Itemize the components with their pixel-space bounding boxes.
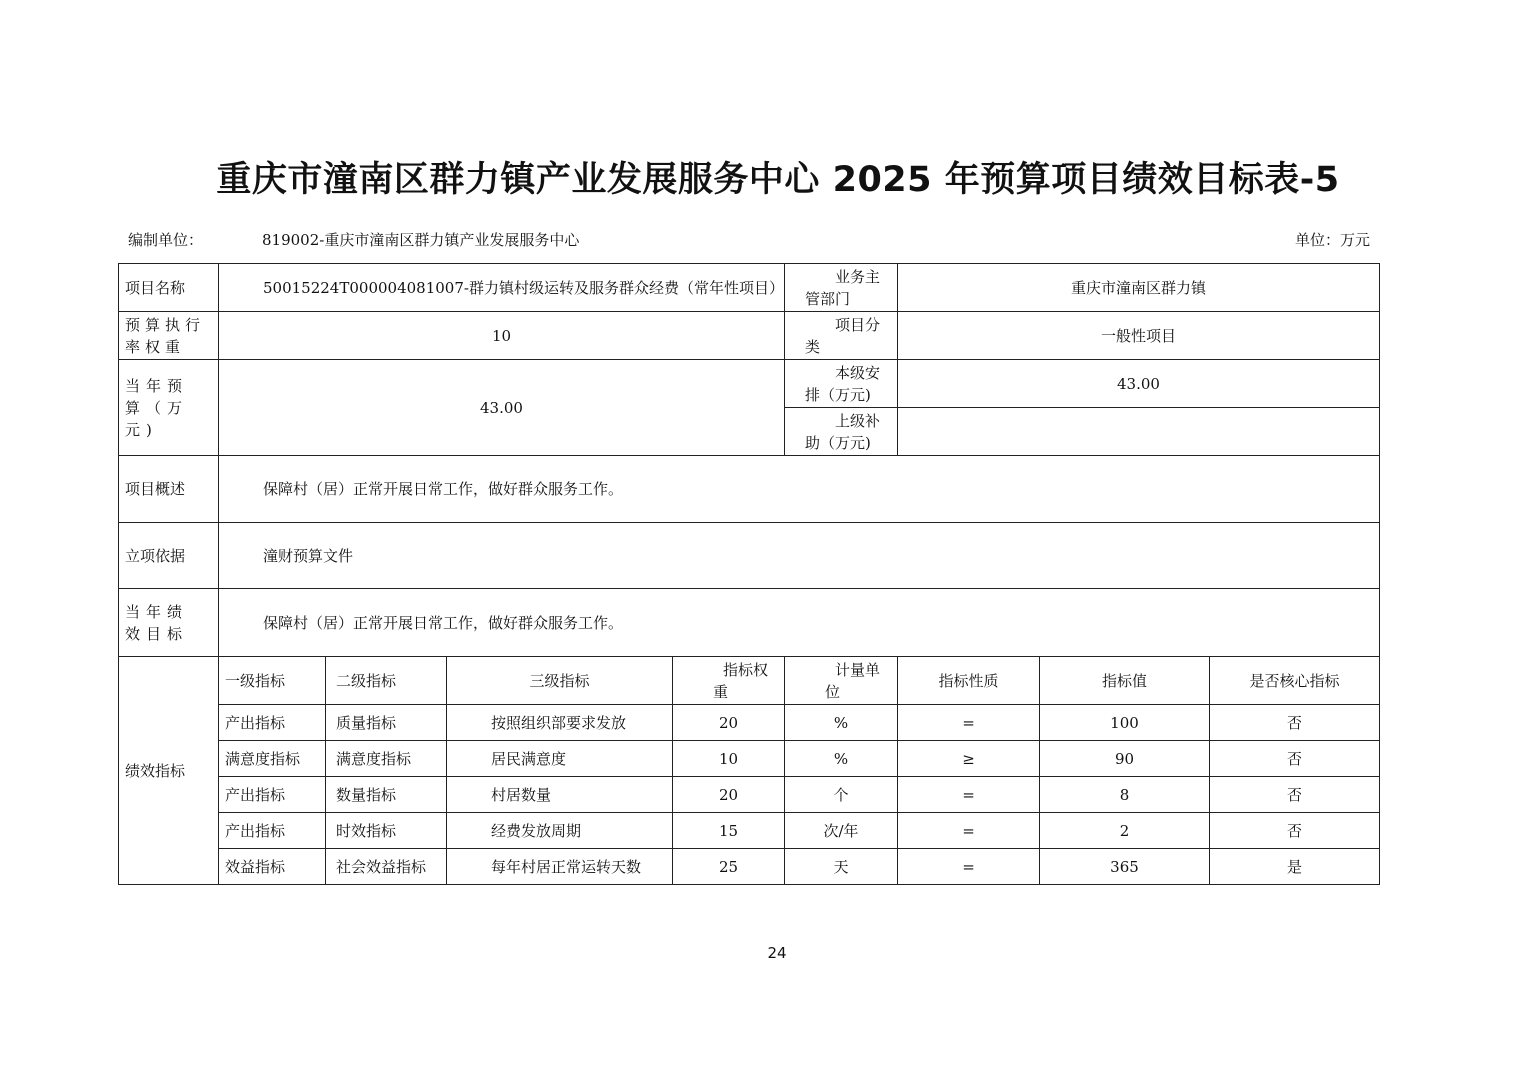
core-cell: 否 bbox=[1210, 705, 1380, 741]
local-label: 本级安排（万元) bbox=[805, 363, 881, 404]
level1-cell: 满意度指标 bbox=[219, 741, 326, 777]
header-cell: 二级指标 bbox=[326, 657, 447, 705]
level1-cell: 产出指标 bbox=[219, 705, 326, 741]
core-cell: 是 bbox=[1210, 849, 1380, 885]
level1-cell: 效益指标 bbox=[219, 849, 326, 885]
level3-cell: 按照组织部要求发放 bbox=[447, 705, 673, 741]
weight-cell: 10 bbox=[673, 741, 785, 777]
table-row bbox=[119, 849, 1380, 885]
core-cell: 否 bbox=[1210, 741, 1380, 777]
project-name-value: 50015224T000004081007-群力镇村级运转及服务群众经费（常年性项目） bbox=[263, 278, 784, 297]
org-value: 819002-重庆市潼南区群力镇产业发展服务中心 bbox=[262, 231, 580, 249]
unit-label: 单位：万元 bbox=[1294, 231, 1370, 249]
header-cell: 一级指标 bbox=[219, 657, 326, 705]
header-cell: 指标性质 bbox=[898, 657, 1040, 705]
nature-cell: ≥ bbox=[898, 741, 1040, 777]
level3-cell: 每年村居正常运转天数 bbox=[447, 849, 673, 885]
upper-value bbox=[898, 408, 1380, 456]
page-title: 重庆市潼南区群力镇产业发展服务中心 2025 年预算项目绩效目标表-5 bbox=[216, 160, 1340, 200]
core-cell: 否 bbox=[1210, 777, 1380, 813]
header-cell: 指标值 bbox=[1040, 657, 1210, 705]
org-label: 编制单位： bbox=[128, 231, 204, 249]
level1-cell: 产出指标 bbox=[219, 813, 326, 849]
unit-cell: 天 bbox=[785, 849, 898, 885]
nature-cell: = bbox=[898, 849, 1040, 885]
unit-cell: % bbox=[785, 741, 898, 777]
page-number: 24 bbox=[767, 944, 787, 962]
overview-label: 项目概述 bbox=[119, 456, 219, 523]
level3-cell: 居民满意度 bbox=[447, 741, 673, 777]
nature-cell: = bbox=[898, 813, 1040, 849]
value-cell: 90 bbox=[1040, 741, 1210, 777]
table-row bbox=[119, 705, 1380, 741]
unit-cell: 个 bbox=[785, 777, 898, 813]
goal-label: 当年绩效目标 bbox=[125, 602, 189, 643]
header-cell: 是否核心指标 bbox=[1210, 657, 1380, 705]
value-cell: 100 bbox=[1040, 705, 1210, 741]
upper-label: 上级补助（万元) bbox=[805, 411, 881, 452]
level2-cell: 社会效益指标 bbox=[326, 849, 447, 885]
category-value: 一般性项目 bbox=[898, 312, 1380, 360]
level2-cell: 时效指标 bbox=[326, 813, 447, 849]
unit-cell: 次/年 bbox=[785, 813, 898, 849]
weight-label: 预算执行率权重 bbox=[125, 315, 206, 356]
level3-cell: 经费发放周期 bbox=[447, 813, 673, 849]
project-name-label: 项目名称 bbox=[119, 264, 219, 312]
level3-cell: 村居数量 bbox=[447, 777, 673, 813]
basis-value: 潼财预算文件 bbox=[219, 523, 1380, 589]
dept-label: 业务主管部门 bbox=[805, 267, 881, 308]
overview-value: 保障村（居）正常开展日常工作，做好群众服务工作。 bbox=[219, 456, 1380, 523]
weight-cell: 20 bbox=[673, 777, 785, 813]
goal-value: 保障村（居）正常开展日常工作，做好群众服务工作。 bbox=[219, 589, 1380, 657]
performance-table bbox=[118, 263, 1380, 885]
nature-cell: = bbox=[898, 777, 1040, 813]
category-label: 项目分类 bbox=[805, 315, 881, 356]
weight-cell: 20 bbox=[673, 705, 785, 741]
value-cell: 8 bbox=[1040, 777, 1210, 813]
value-cell: 2 bbox=[1040, 813, 1210, 849]
level1-cell: 产出指标 bbox=[219, 777, 326, 813]
level2-cell: 质量指标 bbox=[326, 705, 447, 741]
nature-cell: = bbox=[898, 705, 1040, 741]
header-cell: 计量单位 bbox=[825, 660, 881, 701]
level2-cell: 满意度指标 bbox=[326, 741, 447, 777]
dept-value: 重庆市潼南区群力镇 bbox=[898, 264, 1380, 312]
indicators-label: 绩效指标 bbox=[119, 657, 219, 885]
header-cell: 指标权重 bbox=[713, 660, 769, 701]
core-cell: 否 bbox=[1210, 813, 1380, 849]
unit-cell: % bbox=[785, 705, 898, 741]
table-row bbox=[119, 777, 1380, 813]
local-value: 43.00 bbox=[898, 360, 1380, 408]
budget-value: 43.00 bbox=[219, 360, 785, 456]
table-row bbox=[119, 741, 1380, 777]
header-cell: 三级指标 bbox=[447, 657, 673, 705]
table-row bbox=[119, 813, 1380, 849]
basis-label: 立项依据 bbox=[119, 523, 219, 589]
level2-cell: 数量指标 bbox=[326, 777, 447, 813]
weight-cell: 25 bbox=[673, 849, 785, 885]
weight-cell: 15 bbox=[673, 813, 785, 849]
budget-label: 当年预算（万元) bbox=[125, 376, 189, 439]
weight-value: 10 bbox=[219, 312, 785, 360]
value-cell: 365 bbox=[1040, 849, 1210, 885]
